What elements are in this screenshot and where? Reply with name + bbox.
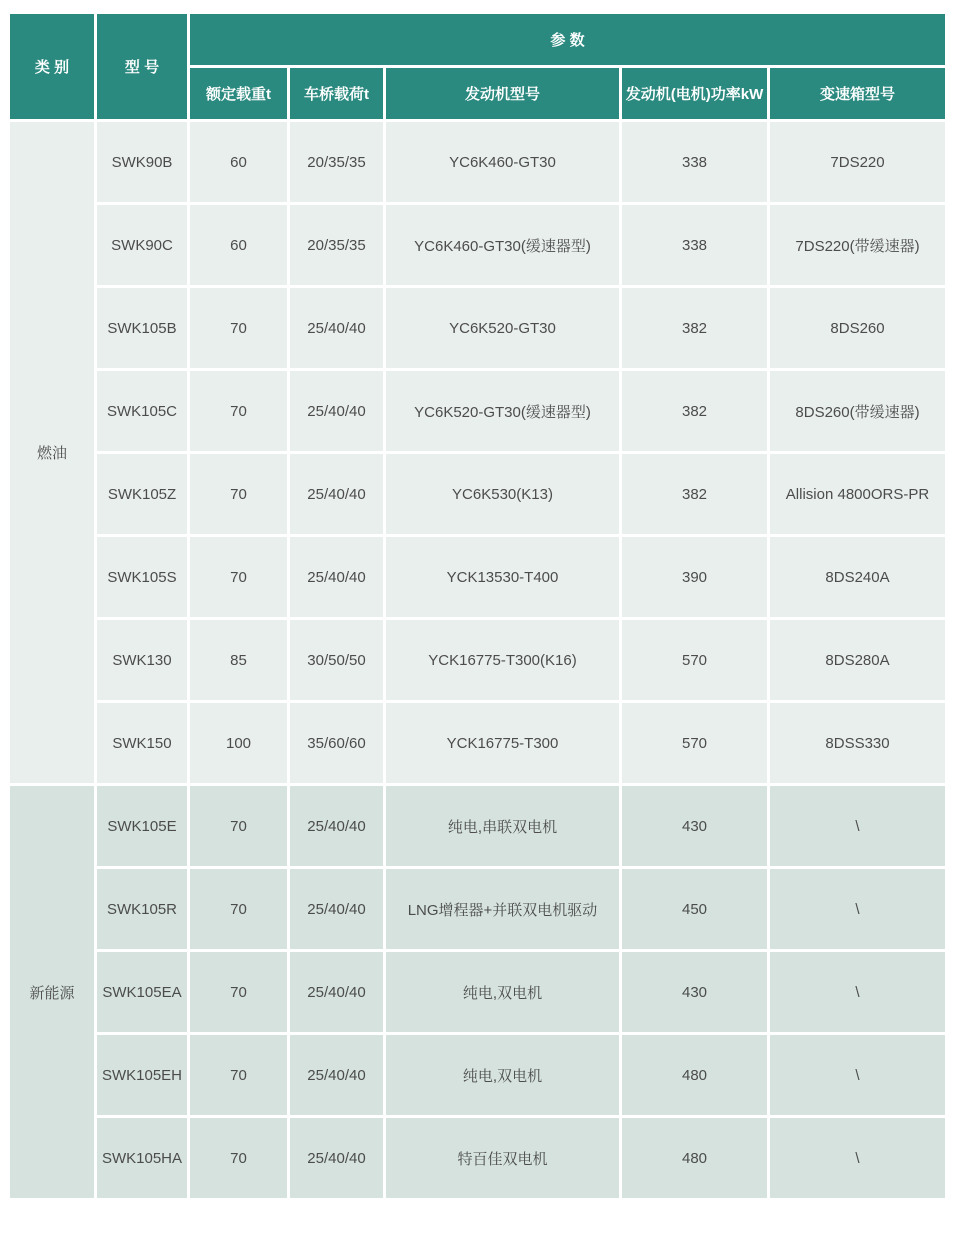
rated-load-cell: 70 xyxy=(190,786,287,866)
axle-load-cell: 25/40/40 xyxy=(290,454,383,534)
model-cell: SWK90C xyxy=(97,205,187,285)
rated-load-cell: 70 xyxy=(190,1035,287,1115)
engine-model-cell: YC6K530(K13) xyxy=(386,454,619,534)
engine-model-cell: YCK16775-T300(K16) xyxy=(386,620,619,700)
rated-load-cell: 70 xyxy=(190,952,287,1032)
gearbox-cell: 8DS280A xyxy=(770,620,945,700)
rated-load-cell: 70 xyxy=(190,454,287,534)
power-cell: 430 xyxy=(622,786,767,866)
axle-load-cell: 25/40/40 xyxy=(290,288,383,368)
table-row xyxy=(10,1035,945,1115)
header-engine-model: 发动机型号 xyxy=(386,68,619,119)
table-row xyxy=(10,786,945,866)
engine-model-cell: YCK13530-T400 xyxy=(386,537,619,617)
rated-load-cell: 70 xyxy=(190,537,287,617)
gearbox-cell: 8DS240A xyxy=(770,537,945,617)
gearbox-cell: 7DS220 xyxy=(770,122,945,202)
axle-load-cell: 25/40/40 xyxy=(290,869,383,949)
engine-model-cell: LNG增程器+并联双电机驱动 xyxy=(386,869,619,949)
model-cell: SWK90B xyxy=(97,122,187,202)
gearbox-cell: \ xyxy=(770,952,945,1032)
gearbox-cell: Allision 4800ORS-PR xyxy=(770,454,945,534)
rated-load-cell: 70 xyxy=(190,371,287,451)
axle-load-cell: 25/40/40 xyxy=(290,1035,383,1115)
table-row xyxy=(10,205,945,285)
engine-model-cell: YC6K520-GT30 xyxy=(386,288,619,368)
engine-model-cell: 特百佳双电机 xyxy=(386,1118,619,1198)
header-gearbox: 变速箱型号 xyxy=(770,68,945,119)
table-row xyxy=(10,122,945,202)
power-cell: 430 xyxy=(622,952,767,1032)
axle-load-cell: 25/40/40 xyxy=(290,952,383,1032)
power-cell: 570 xyxy=(622,620,767,700)
header-rated-load: 额定载重t xyxy=(190,68,287,119)
power-cell: 390 xyxy=(622,537,767,617)
axle-load-cell: 25/40/40 xyxy=(290,1118,383,1198)
axle-load-cell: 20/35/35 xyxy=(290,122,383,202)
engine-model-cell: YC6K460-GT30 xyxy=(386,122,619,202)
model-cell: SWK105E xyxy=(97,786,187,866)
model-cell: SWK105EH xyxy=(97,1035,187,1115)
gearbox-cell: 8DSS330 xyxy=(770,703,945,783)
power-cell: 450 xyxy=(622,869,767,949)
table-header xyxy=(10,14,945,119)
power-cell: 382 xyxy=(622,288,767,368)
engine-model-cell: 纯电,双电机 xyxy=(386,952,619,1032)
gearbox-cell: \ xyxy=(770,786,945,866)
engine-model-cell: YC6K460-GT30(缓速器型) xyxy=(386,205,619,285)
table-row xyxy=(10,1118,945,1198)
header-params: 参 数 xyxy=(190,14,945,65)
table-row xyxy=(10,952,945,1032)
power-cell: 382 xyxy=(622,371,767,451)
header-axle-load: 车桥载荷t xyxy=(290,68,383,119)
rated-load-cell: 60 xyxy=(190,205,287,285)
power-cell: 338 xyxy=(622,205,767,285)
power-cell: 382 xyxy=(622,454,767,534)
model-cell: SWK105B xyxy=(97,288,187,368)
model-cell: SWK105Z xyxy=(97,454,187,534)
model-cell: SWK105S xyxy=(97,537,187,617)
axle-load-cell: 25/40/40 xyxy=(290,537,383,617)
table-row xyxy=(10,703,945,783)
engine-model-cell: YCK16775-T300 xyxy=(386,703,619,783)
table-row xyxy=(10,537,945,617)
table-row xyxy=(10,288,945,368)
model-cell: SWK105EA xyxy=(97,952,187,1032)
power-cell: 480 xyxy=(622,1035,767,1115)
table-row xyxy=(10,454,945,534)
table-row xyxy=(10,869,945,949)
header-power: 发动机(电机)功率kW xyxy=(622,68,767,119)
gearbox-cell: \ xyxy=(770,1118,945,1198)
power-cell: 338 xyxy=(622,122,767,202)
model-cell: SWK105C xyxy=(97,371,187,451)
table-row xyxy=(10,371,945,451)
rated-load-cell: 70 xyxy=(190,288,287,368)
spec-table xyxy=(7,11,948,1201)
axle-load-cell: 35/60/60 xyxy=(290,703,383,783)
model-cell: SWK130 xyxy=(97,620,187,700)
rated-load-cell: 70 xyxy=(190,869,287,949)
header-category: 类 别 xyxy=(10,14,94,119)
gearbox-cell: \ xyxy=(770,1035,945,1115)
axle-load-cell: 20/35/35 xyxy=(290,205,383,285)
axle-load-cell: 25/40/40 xyxy=(290,786,383,866)
rated-load-cell: 60 xyxy=(190,122,287,202)
gearbox-cell: 8DS260 xyxy=(770,288,945,368)
engine-model-cell: 纯电,双电机 xyxy=(386,1035,619,1115)
model-cell: SWK105R xyxy=(97,869,187,949)
table-row xyxy=(10,620,945,700)
power-cell: 570 xyxy=(622,703,767,783)
rated-load-cell: 85 xyxy=(190,620,287,700)
axle-load-cell: 25/40/40 xyxy=(290,371,383,451)
model-cell: SWK105HA xyxy=(97,1118,187,1198)
gearbox-cell: 7DS220(带缓速器) xyxy=(770,205,945,285)
rated-load-cell: 70 xyxy=(190,1118,287,1198)
gearbox-cell: 8DS260(带缓速器) xyxy=(770,371,945,451)
engine-model-cell: 纯电,串联双电机 xyxy=(386,786,619,866)
header-row-top xyxy=(10,14,945,65)
engine-model-cell: YC6K520-GT30(缓速器型) xyxy=(386,371,619,451)
gearbox-cell: \ xyxy=(770,869,945,949)
header-model: 型 号 xyxy=(97,14,187,119)
axle-load-cell: 30/50/50 xyxy=(290,620,383,700)
model-cell: SWK150 xyxy=(97,703,187,783)
category-cell: 燃油 xyxy=(10,122,94,783)
rated-load-cell: 100 xyxy=(190,703,287,783)
category-cell: 新能源 xyxy=(10,786,94,1198)
table-body xyxy=(10,122,945,1198)
power-cell: 480 xyxy=(622,1118,767,1198)
